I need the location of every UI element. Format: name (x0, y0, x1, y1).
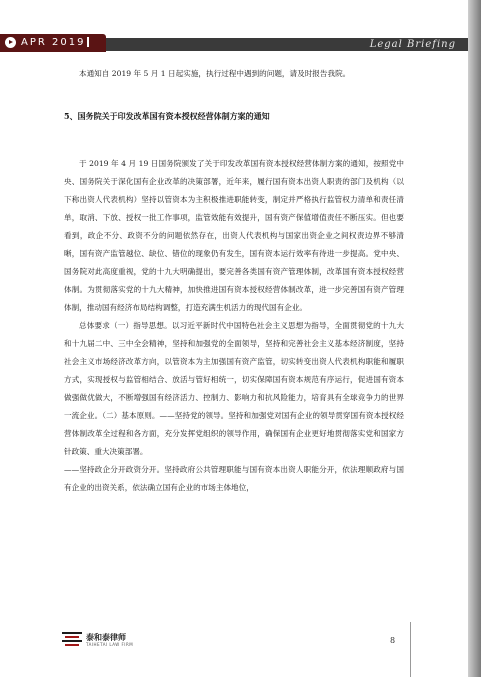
section-title: 5、国务院关于印发改革国有资本授权经营体制方案的通知 (64, 111, 270, 121)
header-date-separator (87, 37, 89, 47)
page-edge-shadow (468, 0, 481, 677)
body-paragraph-1: 于 2019 年 4 月 19 日国务院颁发了关于印发改革国有资本授权经营体制方案的通知，按照党中央、国务院关于深化国有企业改革的决策部署，近年来，履行国有资本出资人职责的部门及机构（以下称出资人代表机构）坚持以管资本为主积极推进职能转变，制定并严格执行监管权力清单和责任清单，取消、下放、授权一批工作事项，监管效能有效提升，国有资产保值增值责任不断压实。但也要看到，政企不分、政资不分的问题依然存在，出资人代表机构与国家出资企业之间权责边界不够清晰，国有资产监管越位、缺位、错位的现象仍有发生，国有资本运行效率有待进一步提高。党中央、国务院对此高度重视，党的十九大明确提出，要完善各类国有资产管理体制，改革国有资本授权经营体制。为贯彻落实党的十九大精神，加快推进国有资本授权经营体制改革，进一步完善国有资产管理体制，推动国有经济布局结构调整，打造充满生机活力的现代国有企业。 (64, 159, 404, 312)
firm-name-cn: 泰和泰律师 (86, 633, 126, 642)
arrow-right-icon (5, 37, 16, 48)
intro-paragraph: 本通知自 2019 年 5 月 1 日起实施，执行过程中遇到的问题，请及时报告我院。 (79, 69, 351, 78)
header-date (21, 37, 89, 49)
body-paragraph-3: ——坚持政企分开政资分开。坚持政府公共管理职能与国有资本出资人职能分开，依法理顺政府与国有企业的出资关系，依法确立国有企业的市场主体地位， (64, 465, 404, 492)
body-content (64, 65, 404, 497)
header-date-text: APR 2019 (21, 37, 86, 48)
firm-logo (62, 632, 133, 648)
header-title: Legal Briefing (369, 39, 456, 50)
body-paragraph-2: 总体要求（一）指导思想。以习近平新时代中国特色社会主义思想为指导，全面贯彻党的十九大和十九届二中、三中全会精神，坚持和加强党的全面领导，坚持和完善社会主义基本经济制度，坚持社会主义市场经济改革方向，以管资本为主加强国有资产监管，切实转变出资人代表机构职能和履职方式，实现授权与监管相结合、放活与管好相统一，切实保障国有资本规范有序运行，促进国有资本做强做优做大，不断增强国有经济活力、控制力、影响力和抗风险能力，培育具有全球竞争力的世界一流企业。（二）基本原则。——坚持党的领导。坚持和加强党对国有企业的领导贯穿国有资本授权经营体制改革全过程和各方面，充分发挥党组织的领导作用，确保国有企业更好地贯彻落实党和国家方针政策、重大决策部署。 (64, 321, 404, 456)
firm-name-en: TAIHETAI LAW FIRM (86, 642, 134, 647)
firm-logo-icon (62, 632, 82, 648)
page-number: 8 (390, 636, 396, 645)
page-rule (410, 622, 411, 677)
